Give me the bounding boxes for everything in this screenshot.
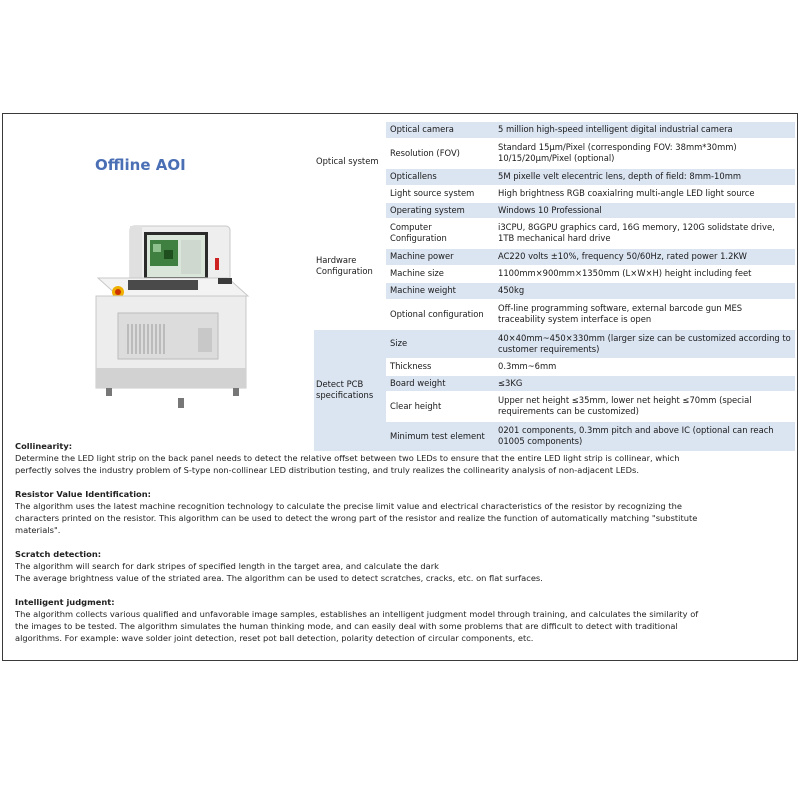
- section-heading: Scratch detection:: [15, 549, 102, 559]
- spec-value: Upper net height ≤35mm, lower net height ≤70mm (special requirements can be customized): [494, 391, 795, 421]
- section-collinearity: [15, 440, 785, 476]
- section-line: perfectly solves the industry problem of S-type non-collinear LED distribution testing, and truly realizes the collinearity analysis of non-adjacent LEDs.: [15, 465, 640, 475]
- spec-section-optical: Optical system: [314, 122, 386, 202]
- section-line: the images to be tested. The algorithm simulates the human thinking mode, and can easily deal with some problems that are difficult to detect with traditional: [15, 621, 678, 631]
- spec-value: Windows 10 Professional: [494, 202, 795, 218]
- spec-value: 1100mm×900mm×1350mm (L×W×H) height including feet: [494, 265, 795, 282]
- spec-label: Thickness: [386, 358, 494, 375]
- section-heading: Resistor Value Identification:: [15, 489, 151, 499]
- spec-value: 5M pixelle velt elecentric lens, depth of field: 8mm-10mm: [494, 168, 795, 185]
- section-scratch: [15, 548, 785, 584]
- spec-value: ≤3KG: [494, 375, 795, 391]
- section-heading: Intelligent judgment:: [15, 597, 115, 607]
- section-line: algorithms. For example: wave solder joint detection, reset pot ball detection, polarity detection of circular components, etc.: [15, 633, 534, 643]
- spec-label: Clear height: [386, 391, 494, 421]
- section-intelligent: [15, 596, 785, 644]
- spec-label: Operating system: [386, 202, 494, 218]
- spec-label: Opticallens: [386, 168, 494, 185]
- spec-value: 450kg: [494, 282, 795, 299]
- spec-label: Size: [386, 329, 494, 358]
- spec-section-pcb: Detect PCB specifications: [314, 329, 386, 451]
- spec-label: Board weight: [386, 375, 494, 391]
- spec-value: High brightness RGB coaxialring multi-angle LED light source: [494, 185, 795, 202]
- spec-label: Light source system: [386, 185, 494, 202]
- spec-value: Standard 15µm/Pixel (corresponding FOV: 38mm*30mm) 10/15/20µm/Pixel (optional): [494, 138, 795, 168]
- section-line: characters printed on the resistor. This algorithm can be used to detect the wrong part of the resistor and realize the function of automatically matching "substitute: [15, 513, 698, 523]
- spec-value: 40×40mm~450×330mm (larger size can be customized according to customer requirements): [494, 329, 795, 358]
- section-line: The algorithm collects various qualified and unfavorable image samples, establishes an intelligent judgment model through training, and calculates the similarity of: [15, 609, 699, 619]
- section-line: Determine the LED light strip on the back panel needs to detect the relative offset between two LEDs to ensure that the entire LED light strip is collinear, which: [15, 453, 680, 463]
- section-line: The algorithm uses the latest machine recognition technology to calculate the precise limit value and electrical characteristics of the resistor by recognizing the: [15, 501, 682, 511]
- aoi-machine-image: [78, 218, 288, 418]
- spec-label: Optical camera: [386, 122, 494, 138]
- section-heading: Collinearity:: [15, 441, 73, 451]
- spec-label: Machine weight: [386, 282, 494, 299]
- spec-table: [314, 122, 795, 452]
- spec-label: Machine size: [386, 265, 494, 282]
- spec-value: 0.3mm~6mm: [494, 358, 795, 375]
- description-sections: [15, 440, 785, 656]
- section-resistor: [15, 488, 785, 536]
- section-line: The average brightness value of the striated area. The algorithm can be used to detect scratches, cracks, etc. on flat surfaces.: [15, 573, 543, 583]
- spec-value: 0201 components, 0.3mm pitch and above IC (optional can reach 01005 components): [494, 421, 795, 451]
- spec-value: AC220 volts ±10%, frequency 50/60Hz, rated power 1.2KW: [494, 248, 795, 265]
- section-line: materials".: [15, 525, 61, 535]
- page-title: Offline AOI: [95, 156, 186, 174]
- spec-section-hardware: Hardware Configuration: [314, 202, 386, 329]
- spec-label: Resolution (FOV): [386, 138, 494, 168]
- spec-label: Minimum test element: [386, 421, 494, 451]
- spec-value: i3CPU, 8GGPU graphics card, 16G memory, 120G solidstate drive, 1TB mechanical hard drive: [494, 218, 795, 248]
- spec-label: Machine power: [386, 248, 494, 265]
- spec-value: 5 million high-speed intelligent digital industrial camera: [494, 122, 795, 138]
- spec-label: Computer Configuration: [386, 218, 494, 248]
- section-line: The algorithm will search for dark stripes of specified length in the target area, and calculate the dark: [15, 561, 439, 571]
- spec-label: Optional configuration: [386, 299, 494, 329]
- spec-value: Off-line programming software, external barcode gun MES traceability system interface is open: [494, 299, 795, 329]
